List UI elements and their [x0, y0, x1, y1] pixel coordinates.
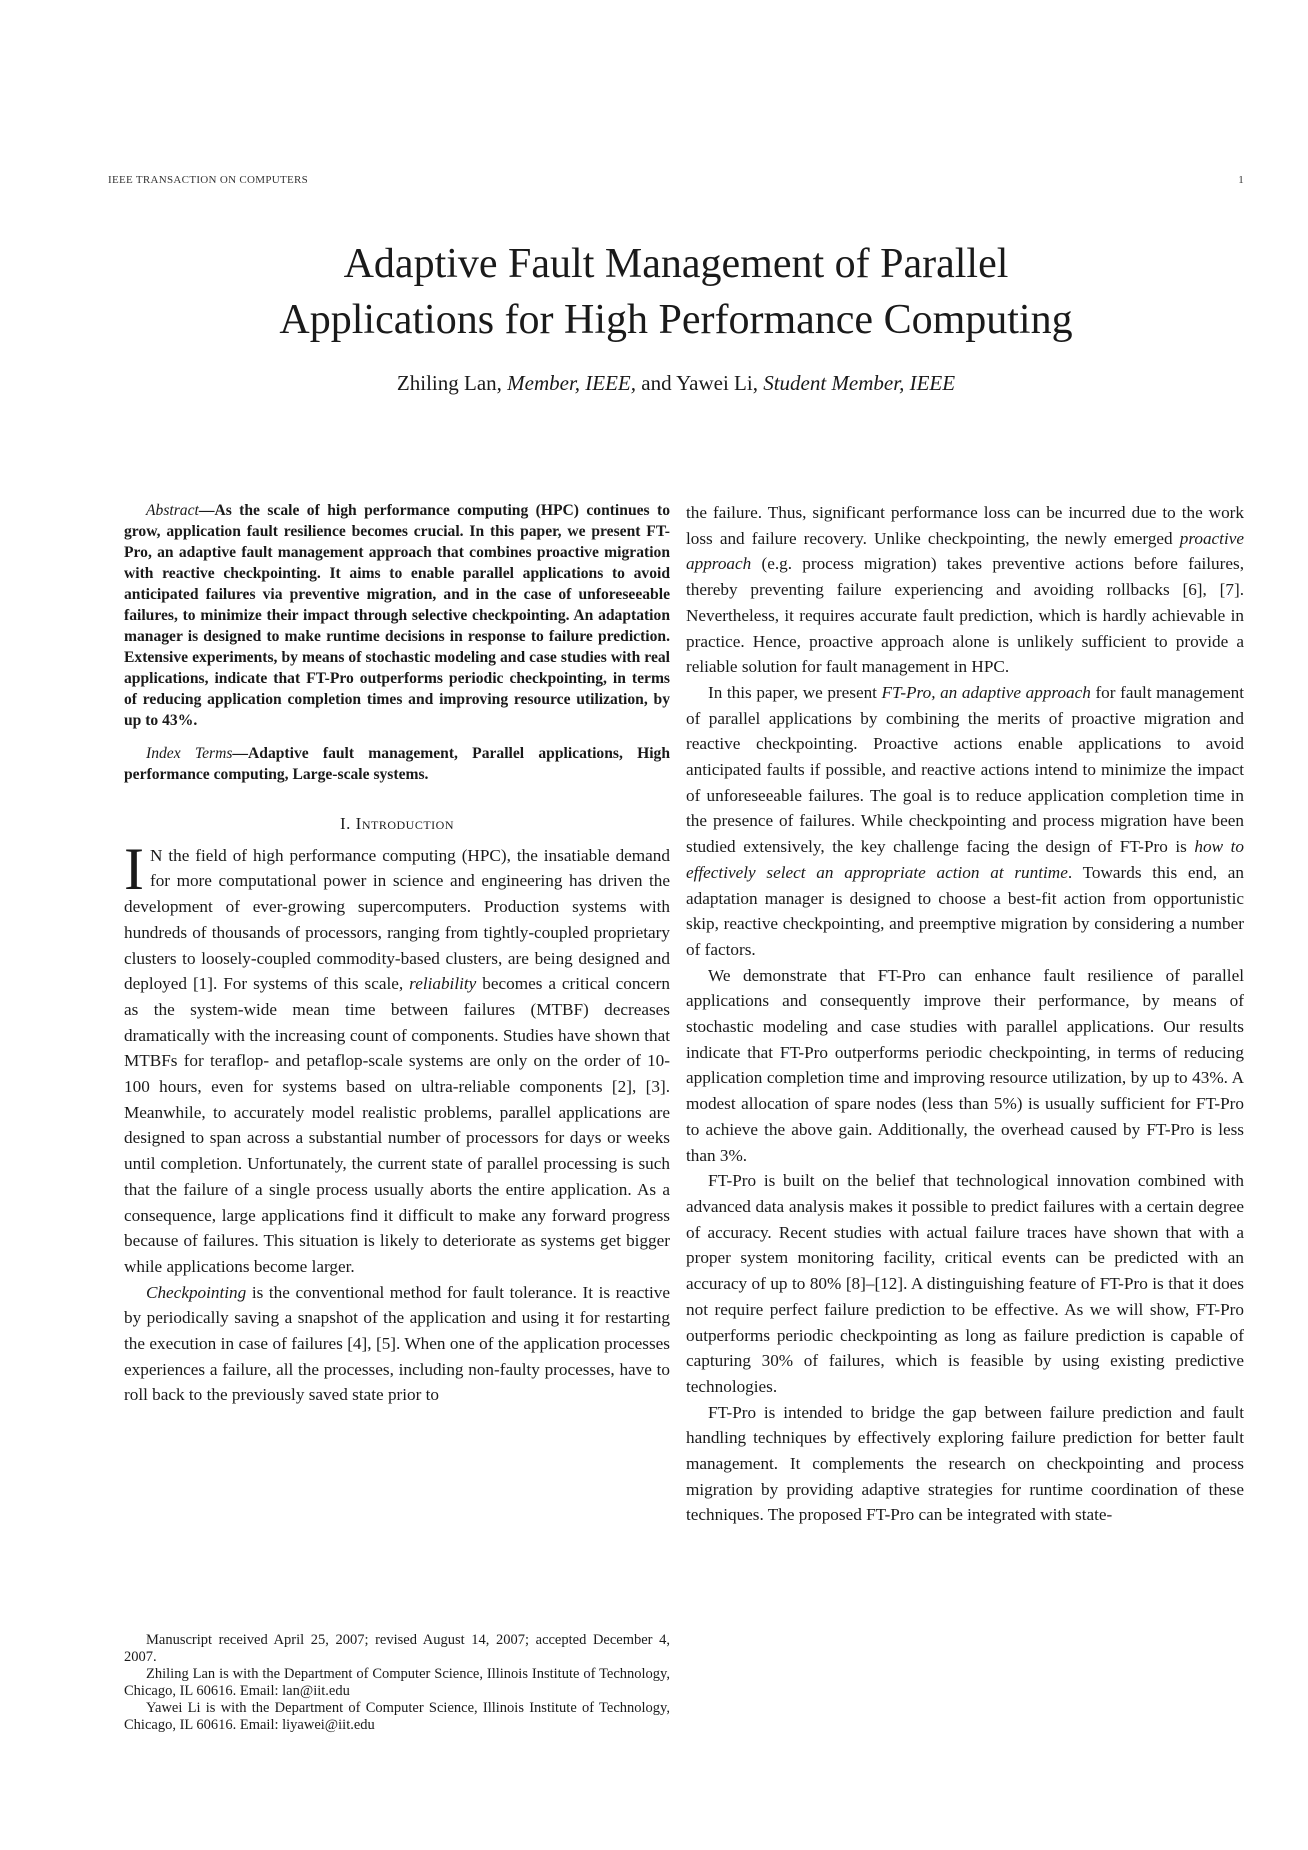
right-paragraph-5: FT-Pro is intended to bridge the gap between failure prediction and fault handling techniques by effectively exploring failure prediction for better fault management. It complements the research on checkpointing and process migration by providing adaptive strategies for runtime coordination of these techniques. The proposed FT-Pro can be integrated with state-: [686, 1402, 1244, 1525]
section-heading-introduction: [124, 811, 670, 837]
right-p1-emphasis: proactive approach: [686, 528, 1244, 574]
intro-p1-emphasis: reliability: [409, 974, 477, 994]
index-terms-lead: Index Terms: [146, 745, 233, 762]
intro-p1-rest: becomes a critical concern as the system-wide mean time between failures (MTBF) decreases dramatically with the increasing count of components. Studies have shown that MTBFs for teraflop- and petaflop-scale systems are only on the order of 10-100 hours, even for systems based on ultra-reliable components [2], [3]. Meanwhile, to accurately model realistic problems, parallel applications are designed to span across a substantial number of processors for days or weeks until completion. Unfortunately, the current state of parallel processing is such that the failure of a single process usually aborts the entire application. As a consequence, large applications find it difficult to make any forward progress because of failures. This situation is likely to deteriorate as systems get bigger while applications become larger.: [124, 974, 670, 1276]
intro-p2-emphasis: Checkpointing: [146, 1282, 247, 1302]
footnotes: [124, 1632, 670, 1734]
footnote-author-2: Yawei Li is with the Department of Computer Science, Illinois Institute of Technology, Chicago, IL 60616. Email: liyawei@iit.edu: [124, 1700, 670, 1733]
author-conjunction: and: [641, 371, 672, 395]
right-paragraph-1: [686, 500, 1244, 680]
right-p2-emphasis: FT-Pro, an adaptive approach: [881, 682, 1091, 702]
right-p1-text: the failure. Thus, significant performance loss can be incurred due to the work loss and failure recovery. Unlike checkpointing, the newly emerged: [686, 503, 1244, 548]
right-p1-rest: (e.g. process migration) takes preventive actions before failures, thereby preventing failure experiencing and avoiding rollbacks [6], [7]. Nevertheless, it requires accurate fault prediction, which is hardly achievable in practice. Hence, proactive approach alone is unlikely sufficient to provide a reliable solution for fault management in HPC.: [686, 554, 1244, 677]
right-paragraph-2: [686, 680, 1244, 963]
page-number: 1: [1238, 174, 1244, 186]
right-column: [686, 500, 1244, 1528]
author-2-role: Student Member, IEEE: [763, 371, 956, 395]
section-number: I.: [340, 814, 351, 833]
right-p2-middle: for fault management of parallel applications by combining the merits of proactive migration and reactive checkpointing. Proactive actions enable applications to avoid anticipated faults if possible, and reactive actions intend to minimize the impact of unforeseeable failures. The goal is to reduce application completion time in the presence of failures. While checkpointing and process migration have been studied extensively, the key challenge facing the design of FT-Pro is: [686, 682, 1244, 857]
right-p2-emphasis-2: how to effectively select an appropriate action at runtime: [686, 837, 1244, 882]
title-line-2: Applications for High Performance Computing: [279, 297, 1073, 343]
index-terms: [124, 743, 670, 785]
left-column: [124, 500, 670, 1408]
author-1: Zhiling Lan,: [396, 371, 502, 395]
journal-name: IEEE TRANSACTION ON COMPUTERS: [108, 174, 309, 186]
abstract-text: —As the scale of high performance computing (HPC) continues to grow, application fault resilience becomes crucial. In this paper, we present FT-Pro, an adaptive fault management approach that combines proactive migration with reactive checkpointing. It aims to enable parallel applications to avoid anticipated failures via preventive migration, and in the case of unforeseeable failures, to minimize their impact through selective checkpointing. An adaptation manager is designed to make runtime decisions in response to failure prediction. Extensive experiments, by means of stochastic modeling and case studies with real applications, indicate that FT-Pro outperforms periodic checkpointing, in terms of reducing application completion times and improving resource utilization, by up to 43%.: [124, 502, 670, 729]
paper-title: [108, 236, 1244, 348]
drop-cap: I: [124, 835, 144, 902]
running-head: [108, 174, 1244, 194]
author-2: Yawei Li,: [676, 371, 758, 395]
title-line-1: Adaptive Fault Management of Parallel: [343, 241, 1009, 287]
section-title: Introduction: [355, 814, 454, 833]
index-terms-text: —Adaptive fault management, Parallel applications, High performance computing, Large-scale systems.: [124, 745, 670, 783]
author-line: [108, 370, 1244, 396]
right-paragraph-4: FT-Pro is built on the belief that technological innovation combined with advanced data analysis makes it possible to predict failures with a certain degree of accuracy. Recent studies with actual failure traces have shown that with a proper system monitoring facility, critical events can be predicted with an accuracy of up to 80% [8]–[12]. A distinguishing feature of FT-Pro is that it does not require perfect failure prediction to be effective. As we will show, FT-Pro outperforms periodic checkpointing as long as failure prediction is capable of capturing 30% of failures, which is feasible by using existing predictive technologies.: [686, 1171, 1244, 1396]
footnote-author-1: Zhiling Lan is with the Department of Computer Science, Illinois Institute of Technology, Chicago, IL 60616. Email: lan@iit.edu: [124, 1666, 670, 1699]
footnote-manuscript: Manuscript received April 25, 2007; revised August 14, 2007; accepted December 4, 2007.: [124, 1632, 670, 1665]
right-p2-rest: . Towards this end, an adaptation manager is designed to choose a best-fit action from opportunistic skip, reactive checkpointing, and preemptive migration by considering a number of factors.: [686, 862, 1244, 959]
intro-p1-text: N the field of high performance computing (HPC), the insatiable demand for more computational power in science and engineering has driven the development of ever-growing supercomputers. Production systems with hundreds of thousands of processors, ranging from tightly-coupled proprietary clusters to loosely-coupled commodity-based clusters, are being designed and deployed [1]. For systems of this scale,: [124, 845, 670, 994]
right-p2-text: In this paper, we present: [708, 682, 882, 702]
author-1-role: Member, IEEE,: [507, 371, 637, 395]
intro-paragraph-2: [124, 1280, 670, 1409]
abstract: [124, 500, 670, 731]
abstract-lead: Abstract: [146, 502, 199, 519]
right-paragraph-3: We demonstrate that FT-Pro can enhance fault resilience of parallel applications and consequently improve their performance, by means of stochastic modeling and case studies with parallel applications. Our results indicate that FT-Pro outperforms periodic checkpointing, in terms of reducing application completion time and improving resource utilization, by up to 43%. A modest allocation of spare nodes (less than 5%) is usually sufficient for FT-Pro to achieve the above gain. Additionally, the overhead caused by FT-Pro is less than 3%.: [686, 965, 1244, 1165]
intro-paragraph-1: [124, 835, 670, 1280]
intro-p2-text: is the conventional method for fault tolerance. It is reactive by periodically saving a snapshot of the application and using it for restarting the execution in case of failures [4], [5]. When one of the application processes experiences a failure, all the processes, including non-faulty processes, have to roll back to the previously saved state prior to: [124, 1282, 670, 1405]
